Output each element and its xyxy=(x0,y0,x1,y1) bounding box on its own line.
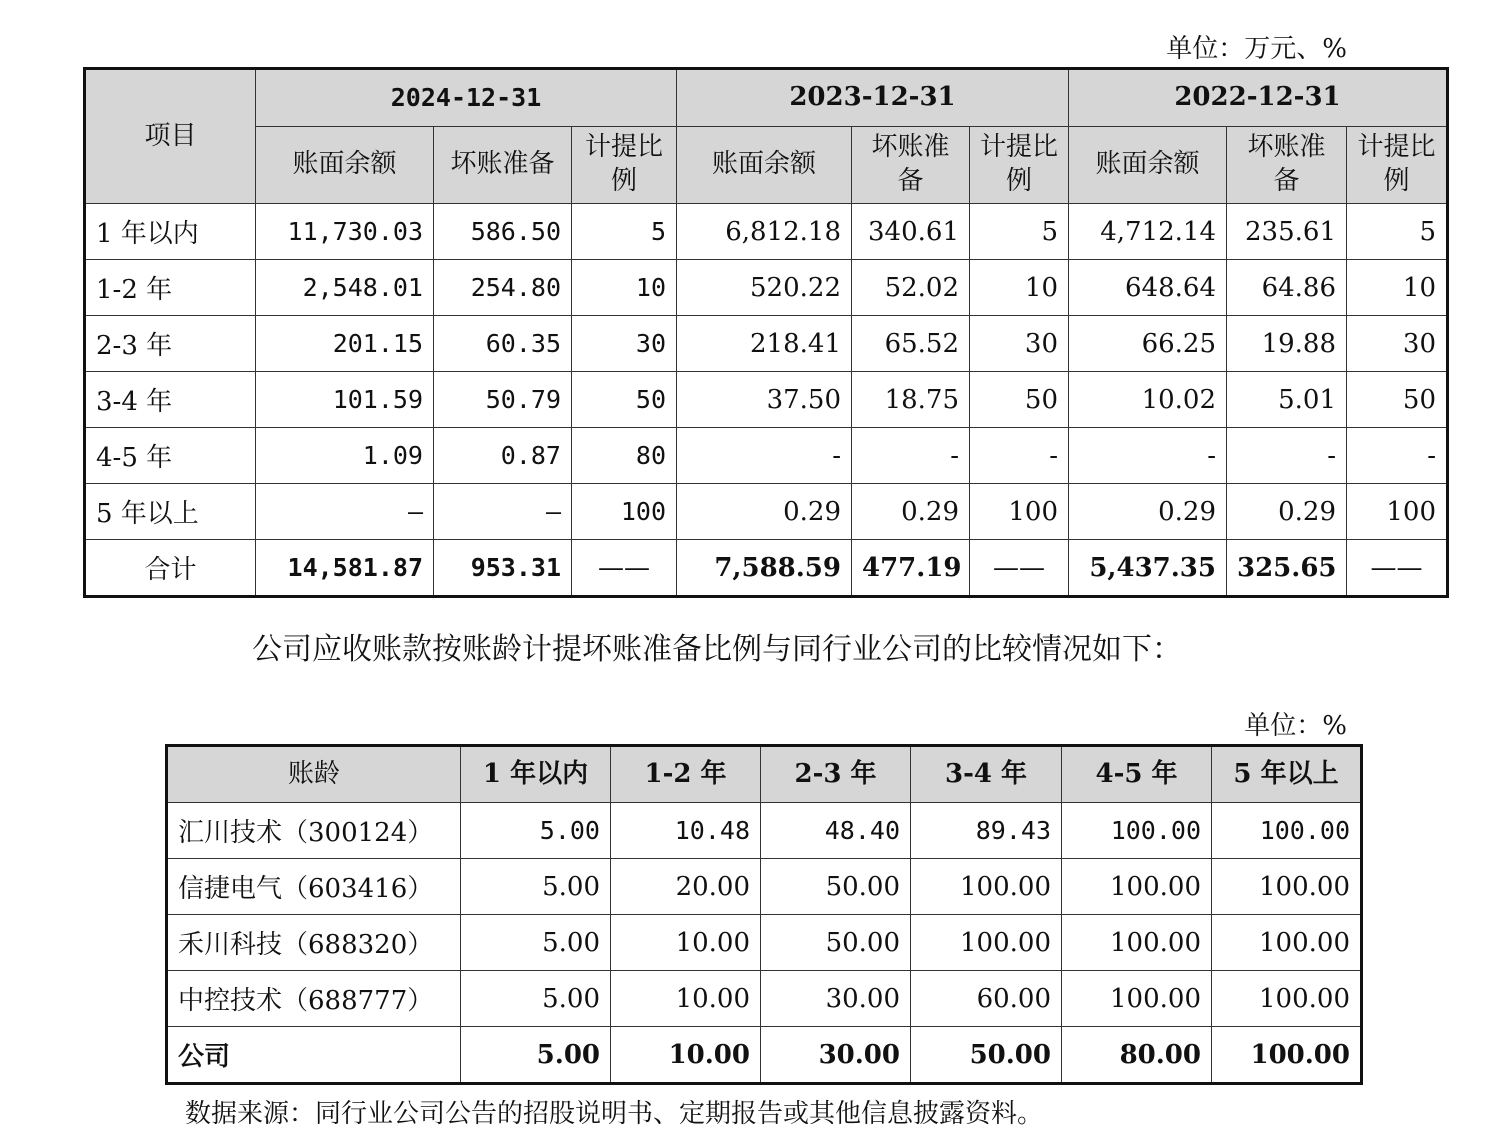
table-cell: 30.00 xyxy=(761,1027,911,1084)
table-cell: 10 xyxy=(970,260,1069,316)
table-cell: 50.00 xyxy=(761,915,911,971)
total-dash: —— xyxy=(572,540,677,597)
row-label: 5 年以上 xyxy=(85,484,256,540)
table-cell: 80 xyxy=(572,428,677,484)
table-cell: 64.86 xyxy=(1227,260,1347,316)
data-source-note: 数据来源：同行业公司公告的招股说明书、定期报告或其他信息披露资料。 xyxy=(185,1099,1044,1129)
table-cell: 100.00 xyxy=(1062,915,1212,971)
table-cell: 100 xyxy=(1347,484,1448,540)
table-cell: 100.00 xyxy=(1062,859,1212,915)
table-cell: 5.01 xyxy=(1227,372,1347,428)
row-label: 2-3 年 xyxy=(85,316,256,372)
table-cell: 5.00 xyxy=(461,971,611,1027)
header-1-2y: 1-2 年 xyxy=(611,746,761,803)
header-period-2024: 2024-12-31 xyxy=(256,69,677,127)
table-row xyxy=(85,484,1448,540)
table-cell: 19.88 xyxy=(1227,316,1347,372)
aging-bad-debt-table xyxy=(83,67,1449,598)
row-label: 4-5 年 xyxy=(85,428,256,484)
table-cell: 30 xyxy=(970,316,1069,372)
table-cell: 5 xyxy=(1347,204,1448,260)
header-bad-debt: 坏账准备 xyxy=(1227,127,1347,204)
table-cell: - xyxy=(970,428,1069,484)
header-book-balance: 账面余额 xyxy=(256,127,434,204)
table-cell: 100.00 xyxy=(1062,803,1212,859)
table-cell: 10.02 xyxy=(1069,372,1227,428)
header-2-3y: 2-3 年 xyxy=(761,746,911,803)
header-aging: 账龄 xyxy=(167,746,461,803)
peer-comparison-table xyxy=(165,744,1363,1085)
table-cell: – xyxy=(256,484,434,540)
header-ratio: 计提比例 xyxy=(970,127,1069,204)
table-cell: 30 xyxy=(572,316,677,372)
table-cell: 30.00 xyxy=(761,971,911,1027)
table-cell: 30 xyxy=(1347,316,1448,372)
table-cell: 50.79 xyxy=(434,372,572,428)
table-cell: 100.00 xyxy=(911,859,1062,915)
table-cell: 80.00 xyxy=(1062,1027,1212,1084)
table-cell: 10 xyxy=(1347,260,1448,316)
unit-label-table2: 单位：% xyxy=(1244,711,1347,741)
table-cell: 5 xyxy=(572,204,677,260)
table-cell: 5.00 xyxy=(461,803,611,859)
total-label: 合计 xyxy=(85,540,256,597)
header-book-balance: 账面余额 xyxy=(677,127,852,204)
total-dash: —— xyxy=(1347,540,1448,597)
table-cell: - xyxy=(1227,428,1347,484)
header-bad-debt: 坏账准备 xyxy=(852,127,970,204)
header-period-2023: 2023-12-31 xyxy=(677,69,1069,127)
table-cell: 1.09 xyxy=(256,428,434,484)
table-cell: 37.50 xyxy=(677,372,852,428)
table-cell: 0.29 xyxy=(852,484,970,540)
table-cell: - xyxy=(677,428,852,484)
header-book-balance: 账面余额 xyxy=(1069,127,1227,204)
header-item: 项目 xyxy=(85,69,256,204)
table-cell: 10.00 xyxy=(611,915,761,971)
table-cell: 50 xyxy=(970,372,1069,428)
table-cell: 235.61 xyxy=(1227,204,1347,260)
table-cell: 648.64 xyxy=(1069,260,1227,316)
header-ratio: 计提比例 xyxy=(572,127,677,204)
header-ratio: 计提比例 xyxy=(1347,127,1448,204)
company-name: 中控技术（688777） xyxy=(167,971,461,1027)
table-cell: 89.43 xyxy=(911,803,1062,859)
table-row xyxy=(85,204,1448,260)
table-cell: 6,812.18 xyxy=(677,204,852,260)
company-name: 汇川技术（300124） xyxy=(167,803,461,859)
row-label: 1-2 年 xyxy=(85,260,256,316)
table-cell: 10.00 xyxy=(611,971,761,1027)
table-row xyxy=(167,859,1362,915)
table-cell: - xyxy=(1347,428,1448,484)
table-cell: 218.41 xyxy=(677,316,852,372)
table-cell: 101.59 xyxy=(256,372,434,428)
table-row xyxy=(85,428,1448,484)
table-cell: 201.15 xyxy=(256,316,434,372)
table-row xyxy=(85,316,1448,372)
table-cell: 10.00 xyxy=(611,1027,761,1084)
table-cell: 65.52 xyxy=(852,316,970,372)
table-cell: 0.29 xyxy=(677,484,852,540)
company-name: 信捷电气（603416） xyxy=(167,859,461,915)
table-cell: 340.61 xyxy=(852,204,970,260)
table-cell: 100.00 xyxy=(911,915,1062,971)
total-row xyxy=(85,540,1448,597)
total-dash: —— xyxy=(970,540,1069,597)
table-row xyxy=(167,915,1362,971)
table-cell: 5.00 xyxy=(461,915,611,971)
row-label: 3-4 年 xyxy=(85,372,256,428)
total-cell: 477.19 xyxy=(852,540,970,597)
table-cell: 5.00 xyxy=(461,1027,611,1084)
table-cell: 50.00 xyxy=(911,1027,1062,1084)
table-cell: 5.00 xyxy=(461,859,611,915)
table-cell: 20.00 xyxy=(611,859,761,915)
table-row xyxy=(167,971,1362,1027)
table-cell: 2,548.01 xyxy=(256,260,434,316)
table-cell: 100 xyxy=(970,484,1069,540)
table-row xyxy=(85,372,1448,428)
table-cell: 0.29 xyxy=(1069,484,1227,540)
header-4-5y: 4-5 年 xyxy=(1062,746,1212,803)
header-over-5y: 5 年以上 xyxy=(1212,746,1362,803)
table-cell: 100.00 xyxy=(1062,971,1212,1027)
total-cell: 953.31 xyxy=(434,540,572,597)
table-cell: 50 xyxy=(1347,372,1448,428)
table-cell: - xyxy=(1069,428,1227,484)
unit-label-table1: 单位：万元、% xyxy=(1166,34,1347,64)
table-cell: – xyxy=(434,484,572,540)
total-cell: 14,581.87 xyxy=(256,540,434,597)
header-3-4y: 3-4 年 xyxy=(911,746,1062,803)
table-cell: 10 xyxy=(572,260,677,316)
table-cell: 50.00 xyxy=(761,859,911,915)
total-cell: 325.65 xyxy=(1227,540,1347,597)
table-cell: 66.25 xyxy=(1069,316,1227,372)
table-cell: 0.87 xyxy=(434,428,572,484)
table-cell: 5 xyxy=(970,204,1069,260)
table-cell: 100.00 xyxy=(1212,1027,1362,1084)
table-cell: 100.00 xyxy=(1212,971,1362,1027)
table-cell: 18.75 xyxy=(852,372,970,428)
table-cell: 100.00 xyxy=(1212,803,1362,859)
table-cell: 100.00 xyxy=(1212,915,1362,971)
table-cell: 586.50 xyxy=(434,204,572,260)
company-name: 禾川科技（688320） xyxy=(167,915,461,971)
total-cell: 7,588.59 xyxy=(677,540,852,597)
table-cell: 254.80 xyxy=(434,260,572,316)
table-cell: 100 xyxy=(572,484,677,540)
table-row xyxy=(167,803,1362,859)
table-cell: 48.40 xyxy=(761,803,911,859)
company-row xyxy=(167,1027,1362,1084)
table-cell: 10.48 xyxy=(611,803,761,859)
table-row xyxy=(85,260,1448,316)
row-label: 1 年以内 xyxy=(85,204,256,260)
header-bad-debt: 坏账准备 xyxy=(434,127,572,204)
table-cell: 11,730.03 xyxy=(256,204,434,260)
table-cell: 50 xyxy=(572,372,677,428)
header-period-2022: 2022-12-31 xyxy=(1069,69,1448,127)
header-within-1y: 1 年以内 xyxy=(461,746,611,803)
table-cell: 60.00 xyxy=(911,971,1062,1027)
table-cell: 60.35 xyxy=(434,316,572,372)
table-cell: 520.22 xyxy=(677,260,852,316)
table-cell: 52.02 xyxy=(852,260,970,316)
table-cell: 0.29 xyxy=(1227,484,1347,540)
comparison-sentence: 公司应收账款按账龄计提坏账准备比例与同行业公司的比较情况如下： xyxy=(252,632,1182,667)
table-cell: 4,712.14 xyxy=(1069,204,1227,260)
table-cell: - xyxy=(852,428,970,484)
total-cell: 5,437.35 xyxy=(1069,540,1227,597)
company-label: 公司 xyxy=(167,1027,461,1084)
table-cell: 100.00 xyxy=(1212,859,1362,915)
